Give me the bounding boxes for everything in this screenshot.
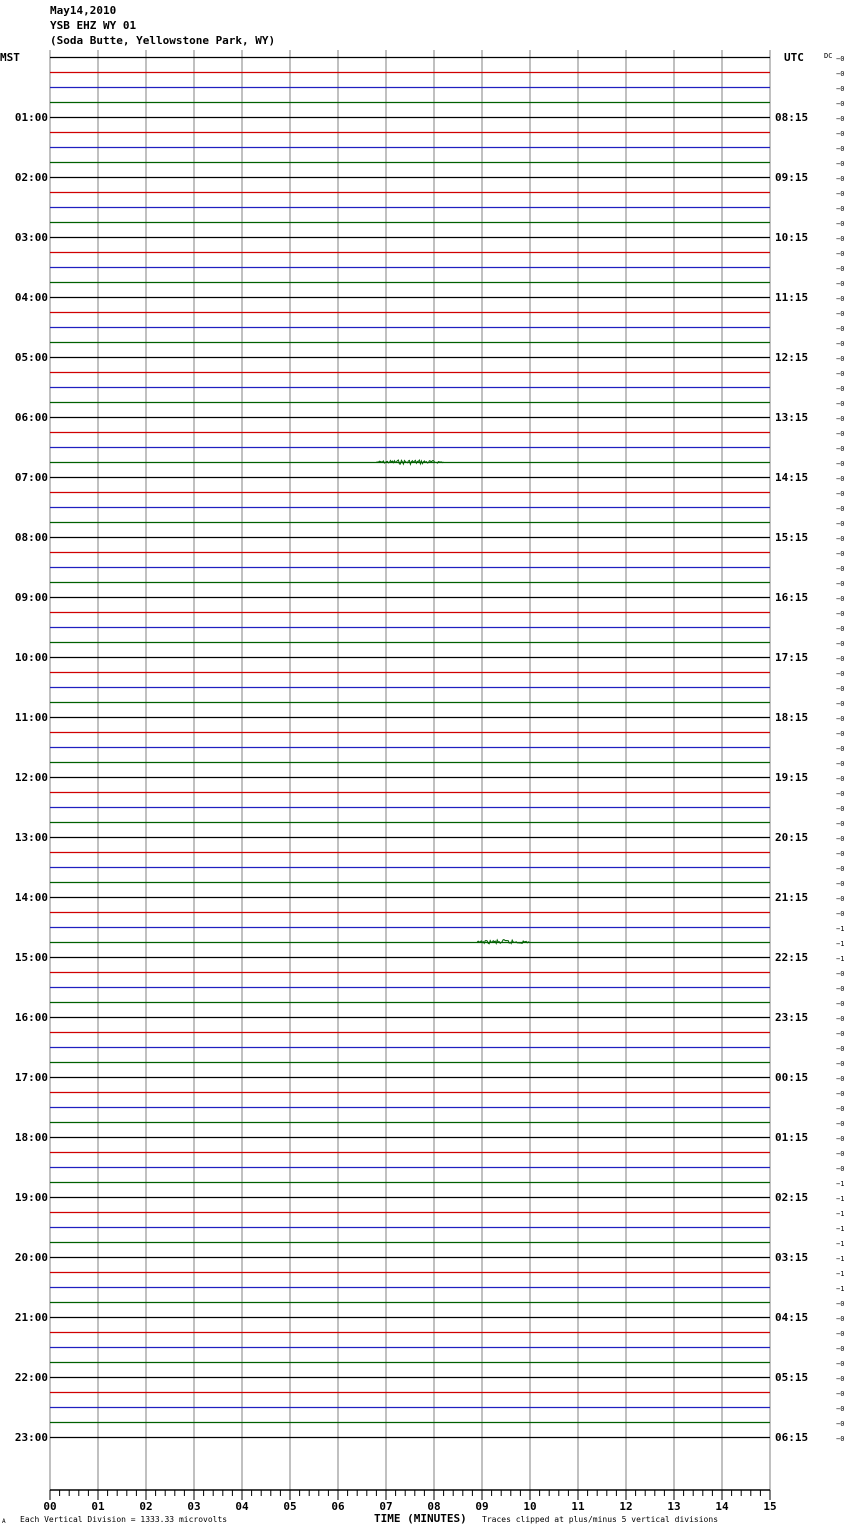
- hour-label-left: 12:00: [14, 771, 48, 784]
- hour-label-left: 07:00: [14, 471, 48, 484]
- dc-offset-value: −0: [836, 1135, 845, 1143]
- hour-label-right: 11:15: [775, 291, 809, 304]
- hour-label-right: 02:15: [775, 1191, 809, 1204]
- dc-offset-value: −0: [836, 835, 845, 843]
- dc-offset-value: −0: [836, 745, 845, 753]
- dc-offset-value: −0: [836, 1090, 845, 1098]
- dc-offset-value: −0: [836, 625, 845, 633]
- dc-offset-value: −0: [836, 895, 845, 903]
- hour-label-right: 04:15: [775, 1311, 809, 1324]
- dc-offset-value: −1: [836, 1285, 845, 1293]
- hour-label-left: 17:00: [14, 1071, 48, 1084]
- dc-offset-value: −0: [836, 295, 845, 303]
- hour-label-right: 12:15: [775, 351, 809, 364]
- dc-offset-value: −0: [836, 265, 845, 273]
- dc-offset-value: −0: [836, 1375, 845, 1383]
- dc-offset-value: −0: [836, 865, 845, 873]
- dc-offset-value: −0: [836, 565, 845, 573]
- dc-offset-value: −1: [836, 1270, 845, 1278]
- dc-offset-value: −0: [836, 1435, 845, 1443]
- dc-offset-value: −0: [836, 340, 845, 348]
- hour-label-right: 01:15: [775, 1131, 809, 1144]
- dc-offset-value: −0: [836, 580, 845, 588]
- dc-offset-value: −0: [836, 655, 845, 663]
- x-axis-title: TIME (MINUTES): [374, 1512, 467, 1525]
- dc-offset-value: −0: [836, 970, 845, 978]
- dc-offset-value: −0: [836, 1345, 845, 1353]
- mst-label: MST: [0, 51, 20, 64]
- x-tick-label: 08: [427, 1500, 441, 1513]
- hour-label-right: 19:15: [775, 771, 809, 784]
- dc-offset-value: −0: [836, 460, 845, 468]
- dc-offset-value: −0: [836, 220, 845, 228]
- hour-label-right: 17:15: [775, 651, 809, 664]
- dc-offset-value: −0: [836, 1030, 845, 1038]
- dc-offset-value: −0: [836, 700, 845, 708]
- dc-offset-value: −1: [836, 1180, 845, 1188]
- dc-offset-value: −0: [836, 1300, 845, 1308]
- dc-offset-value: −1: [836, 1255, 845, 1263]
- dc-offset-value: −0: [836, 670, 845, 678]
- hour-label-right: 10:15: [775, 231, 809, 244]
- header-date: May14,2010: [50, 4, 117, 17]
- dc-offset-value: −0: [836, 730, 845, 738]
- dc-offset-value: −0: [836, 280, 845, 288]
- x-tick-label: 15: [763, 1500, 777, 1513]
- dc-offset-value: −0: [836, 715, 845, 723]
- x-tick-label: 13: [667, 1500, 681, 1513]
- hour-label-left: 18:00: [14, 1131, 48, 1144]
- hour-label-right: 09:15: [775, 171, 809, 184]
- header-station: YSB EHZ WY 01: [50, 19, 137, 32]
- event-trace: [477, 940, 529, 944]
- hour-label-right: 20:15: [775, 831, 809, 844]
- dc-offset-value: −0: [836, 130, 845, 138]
- dc-offset-value: −0: [836, 790, 845, 798]
- dc-offset-value: −0: [836, 775, 845, 783]
- hour-label-left: 05:00: [14, 351, 48, 364]
- x-tick-label: 14: [715, 1500, 729, 1513]
- hour-label-right: 15:15: [775, 531, 809, 544]
- dc-offset-value: −0: [836, 850, 845, 858]
- dc-offset-value: −0: [836, 1150, 845, 1158]
- hour-label-left: 02:00: [14, 171, 48, 184]
- dc-offset-value: −0: [836, 160, 845, 168]
- hour-label-right: 21:15: [775, 891, 809, 904]
- hour-label-left: 21:00: [14, 1311, 48, 1324]
- x-tick-label: 02: [139, 1500, 153, 1513]
- dc-offset-value: −1: [836, 940, 845, 948]
- dc-offset-value: −0: [836, 355, 845, 363]
- dc-offset-value: −0: [836, 115, 845, 123]
- hour-label-left: 03:00: [14, 231, 48, 244]
- dc-offset-value: −1: [836, 1210, 845, 1218]
- dc-offset-value: −0: [836, 550, 845, 558]
- dc-offset-value: −0: [836, 1165, 845, 1173]
- dc-offset-value: −0: [836, 760, 845, 768]
- dc-offset-value: −0: [836, 985, 845, 993]
- dc-offset-value: −0: [836, 490, 845, 498]
- dc-offset-value: −0: [836, 70, 845, 78]
- dc-offset-value: −0: [836, 520, 845, 528]
- x-tick-label: 09: [475, 1500, 489, 1513]
- x-tick-label: 11: [571, 1500, 585, 1513]
- hour-label-left: 13:00: [14, 831, 48, 844]
- dc-offset-value: −0: [836, 100, 845, 108]
- x-tick-label: 10: [523, 1500, 537, 1513]
- dc-offset-value: −0: [836, 250, 845, 258]
- hour-label-left: 11:00: [14, 711, 48, 724]
- dc-offset-value: −0: [836, 310, 845, 318]
- hour-label-left: 15:00: [14, 951, 48, 964]
- hour-label-right: 16:15: [775, 591, 809, 604]
- hour-label-left: 22:00: [14, 1371, 48, 1384]
- dc-offset-value: −0: [836, 1120, 845, 1128]
- dc-offset-value: −1: [836, 955, 845, 963]
- hour-label-left: 19:00: [14, 1191, 48, 1204]
- scale-note: Each Vertical Division = 1333.33 microvolts: [20, 1515, 228, 1524]
- dc-offset-value: −0: [836, 1105, 845, 1113]
- dc-offset-value: −0: [836, 880, 845, 888]
- dc-label: DC: [824, 52, 833, 60]
- clip-note: Traces clipped at plus/minus 5 vertical divisions: [482, 1515, 719, 1524]
- dc-offset-value: −0: [836, 535, 845, 543]
- hour-label-left: 10:00: [14, 651, 48, 664]
- x-tick-label: 03: [187, 1500, 201, 1513]
- dc-offset-value: −0: [836, 415, 845, 423]
- dc-offset-value: −0: [836, 1360, 845, 1368]
- hour-label-left: 16:00: [14, 1011, 48, 1024]
- hour-label-right: 13:15: [775, 411, 809, 424]
- hour-label-left: 06:00: [14, 411, 48, 424]
- hour-label-right: 06:15: [775, 1431, 809, 1444]
- hour-label-right: 03:15: [775, 1251, 809, 1264]
- dc-offset-value: −0: [836, 85, 845, 93]
- hour-label-right: 00:15: [775, 1071, 809, 1084]
- hour-label-right: 08:15: [775, 111, 809, 124]
- dc-offset-value: −0: [836, 190, 845, 198]
- hour-label-left: 01:00: [14, 111, 48, 124]
- dc-offset-value: −0: [836, 505, 845, 513]
- dc-offset-value: −1: [836, 1240, 845, 1248]
- x-tick-label: 01: [91, 1500, 105, 1513]
- dc-offset-value: −0: [836, 1015, 845, 1023]
- dc-offset-value: −0: [836, 445, 845, 453]
- dc-offset-value: −0: [836, 430, 845, 438]
- hour-label-left: 20:00: [14, 1251, 48, 1264]
- hour-label-right: 05:15: [775, 1371, 809, 1384]
- dc-offset-value: −1: [836, 1225, 845, 1233]
- dc-offset-value: −1: [836, 925, 845, 933]
- x-tick-label: 00: [43, 1500, 57, 1513]
- dc-offset-value: −0: [836, 55, 845, 63]
- header-location: (Soda Butte, Yellowstone Park, WY): [50, 34, 276, 47]
- dc-offset-value: −0: [836, 400, 845, 408]
- dc-offset-value: −0: [836, 1060, 845, 1068]
- hour-label-left: 08:00: [14, 531, 48, 544]
- dc-offset-value: −0: [836, 1045, 845, 1053]
- dc-offset-value: −0: [836, 1075, 845, 1083]
- dc-offset-value: −0: [836, 910, 845, 918]
- x-tick-label: 07: [379, 1500, 393, 1513]
- corner-mark: A: [2, 1518, 6, 1525]
- dc-offset-value: −0: [836, 610, 845, 618]
- dc-offset-value: −0: [836, 1315, 845, 1323]
- hour-label-right: 22:15: [775, 951, 809, 964]
- dc-offset-value: −0: [836, 175, 845, 183]
- hour-label-right: 14:15: [775, 471, 809, 484]
- hour-label-left: 23:00: [14, 1431, 48, 1444]
- dc-offset-value: −0: [836, 235, 845, 243]
- dc-offset-value: −0: [836, 145, 845, 153]
- dc-offset-value: −1: [836, 1195, 845, 1203]
- dc-offset-value: −0: [836, 1420, 845, 1428]
- dc-offset-value: −0: [836, 385, 845, 393]
- dc-offset-value: −0: [836, 1405, 845, 1413]
- dc-offset-value: −0: [836, 205, 845, 213]
- x-tick-label: 05: [283, 1500, 297, 1513]
- x-tick-label: 06: [331, 1500, 345, 1513]
- dc-offset-value: −0: [836, 1390, 845, 1398]
- hour-label-left: 14:00: [14, 891, 48, 904]
- dc-offset-value: −0: [836, 475, 845, 483]
- utc-label: UTC: [784, 51, 804, 64]
- dc-offset-value: −0: [836, 595, 845, 603]
- hour-label-left: 04:00: [14, 291, 48, 304]
- x-tick-label: 04: [235, 1500, 249, 1513]
- hour-label-right: 18:15: [775, 711, 809, 724]
- dc-offset-value: −0: [836, 1000, 845, 1008]
- x-tick-label: 12: [619, 1500, 633, 1513]
- hour-label-left: 09:00: [14, 591, 48, 604]
- dc-offset-value: −0: [836, 685, 845, 693]
- dc-offset-value: −0: [836, 1330, 845, 1338]
- dc-offset-value: −0: [836, 805, 845, 813]
- dc-offset-value: −0: [836, 640, 845, 648]
- dc-offset-value: −0: [836, 325, 845, 333]
- dc-offset-value: −0: [836, 820, 845, 828]
- hour-label-right: 23:15: [775, 1011, 809, 1024]
- dc-offset-value: −0: [836, 370, 845, 378]
